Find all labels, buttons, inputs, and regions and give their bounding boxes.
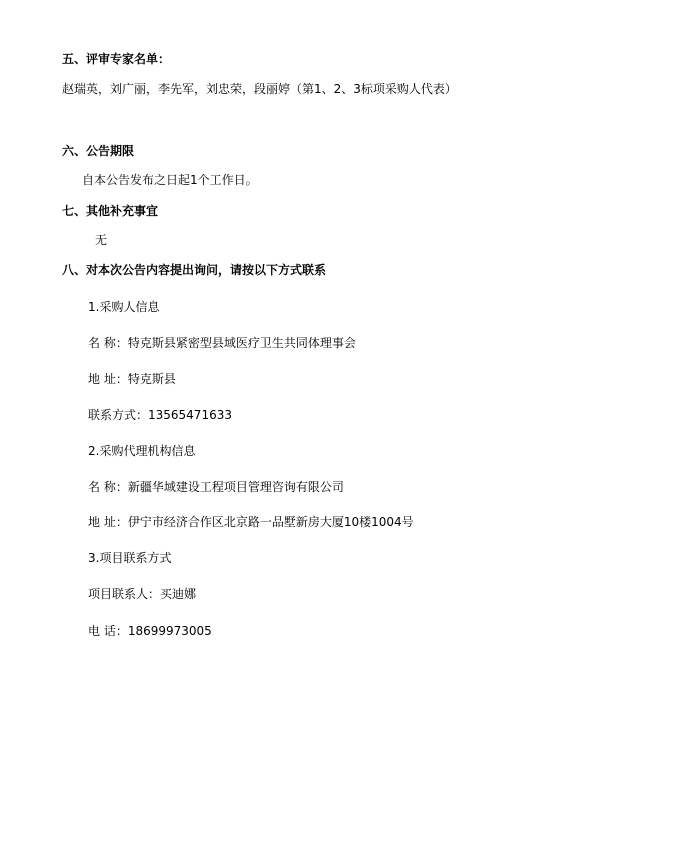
purchaser-name: 名 称：特克斯县紧密型县域医疗卫生共同体理事会 xyxy=(88,336,356,350)
project-contact-title: 3.项目联系方式 xyxy=(88,551,172,565)
agency-info-title: 2.采购代理机构信息 xyxy=(88,444,196,458)
supplementary-content: 无 xyxy=(95,233,108,247)
section5-heading: 五、评审专家名单： xyxy=(62,52,171,66)
agency-name: 名 称：新疆华域建设工程项目管理咨询有限公司 xyxy=(88,480,344,494)
purchaser-contact: 联系方式：13565471633 xyxy=(88,408,232,422)
project-phone: 电 话：18699973005 xyxy=(88,624,212,638)
expert-list: 赵瑞英，刘广丽，李先军，刘忠荣，段丽婷（第1、2、3标项采购人代表） xyxy=(62,82,457,96)
purchaser-address: 地 址：特克斯县 xyxy=(88,372,176,386)
announcement-period: 自本公告发布之日起1个工作日。 xyxy=(82,173,258,187)
section7-heading: 七、其他补充事宜 xyxy=(62,204,159,218)
project-contact-person: 项目联系人：买迪娜 xyxy=(88,587,197,601)
section8-heading: 八、对本次公告内容提出询问，请按以下方式联系 xyxy=(62,263,327,277)
agency-address: 地 址：伊宁市经济合作区北京路一品墅新房大厦10楼1004号 xyxy=(88,515,414,529)
purchaser-info-title: 1.采购人信息 xyxy=(88,300,160,314)
section6-heading: 六、公告期限 xyxy=(62,144,135,158)
